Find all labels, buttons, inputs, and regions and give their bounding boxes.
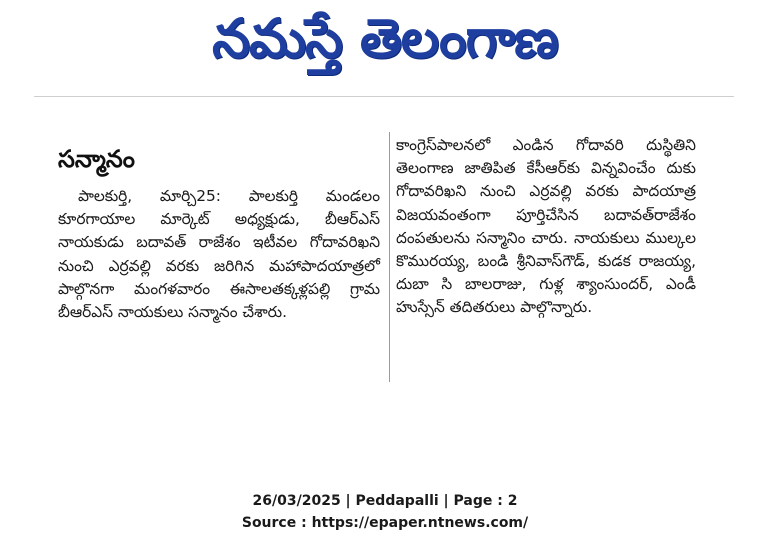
column-divider: [389, 132, 390, 382]
left-column-text: పాలకుర్తి, మార్చి25: పాలకుర్తి మండలం కూరగాయాల మార్కెట్ అధ్యక్షుడు, బీఆర్ఎస్ నాయకుడు బదావత్ రాజేశం ఇటీవల గోదావరిఖని నుంచి ఎర్రవల్లి వరకు జరిగిన మహాపాదయాత్రలో పాల్గొనగా మంగళవారం ఈసాలతక్కళ్లపల్లి గ్రామ బీఆర్ఎస్ నాయకులు సన్మానం చేశారు.: [58, 187, 380, 322]
masthead: [0, 0, 770, 80]
right-column-text: కాంగ్రెస్‌పాలనలో ఎండిన గోదావరి దుస్థితిని తెలంగాణ జాతిపిత కేసీఆర్‌కు విన్నవించేం దుకు గోదావరిఖని నుంచి ఎర్రవల్లి వరకు పాదయాత్ర విజయవంతంగా పూర్తిచేసిన బదావత్‌రాజేశం దంపతులను సన్మానిం చారు. నాయకులు ముల్కల కొమురయ్య, బండి శ్రీనివాస్‌గౌడ్, కుడక రాజయ్య, దుబా సి బాలరాజు, గుళ్ల శ్యాంసుందర్, ఎండీ హుస్సేన్ తదితరులు పాల్గొన్నారు.: [396, 136, 696, 317]
footer: [0, 490, 770, 534]
newspaper-logo: నమస్తే తెలంగాణ: [212, 7, 558, 70]
top-rule: [34, 96, 734, 97]
article-left-column: [58, 185, 380, 324]
footer-source: Source : https://epaper.ntnews.com/: [241, 515, 529, 531]
footer-date-edition: 26/03/2025 | Peddapalli | Page : 2: [252, 493, 518, 509]
article-clipping: [34, 92, 734, 422]
article-right-column: [396, 134, 696, 320]
article-headline: సన్మానం: [58, 145, 135, 173]
